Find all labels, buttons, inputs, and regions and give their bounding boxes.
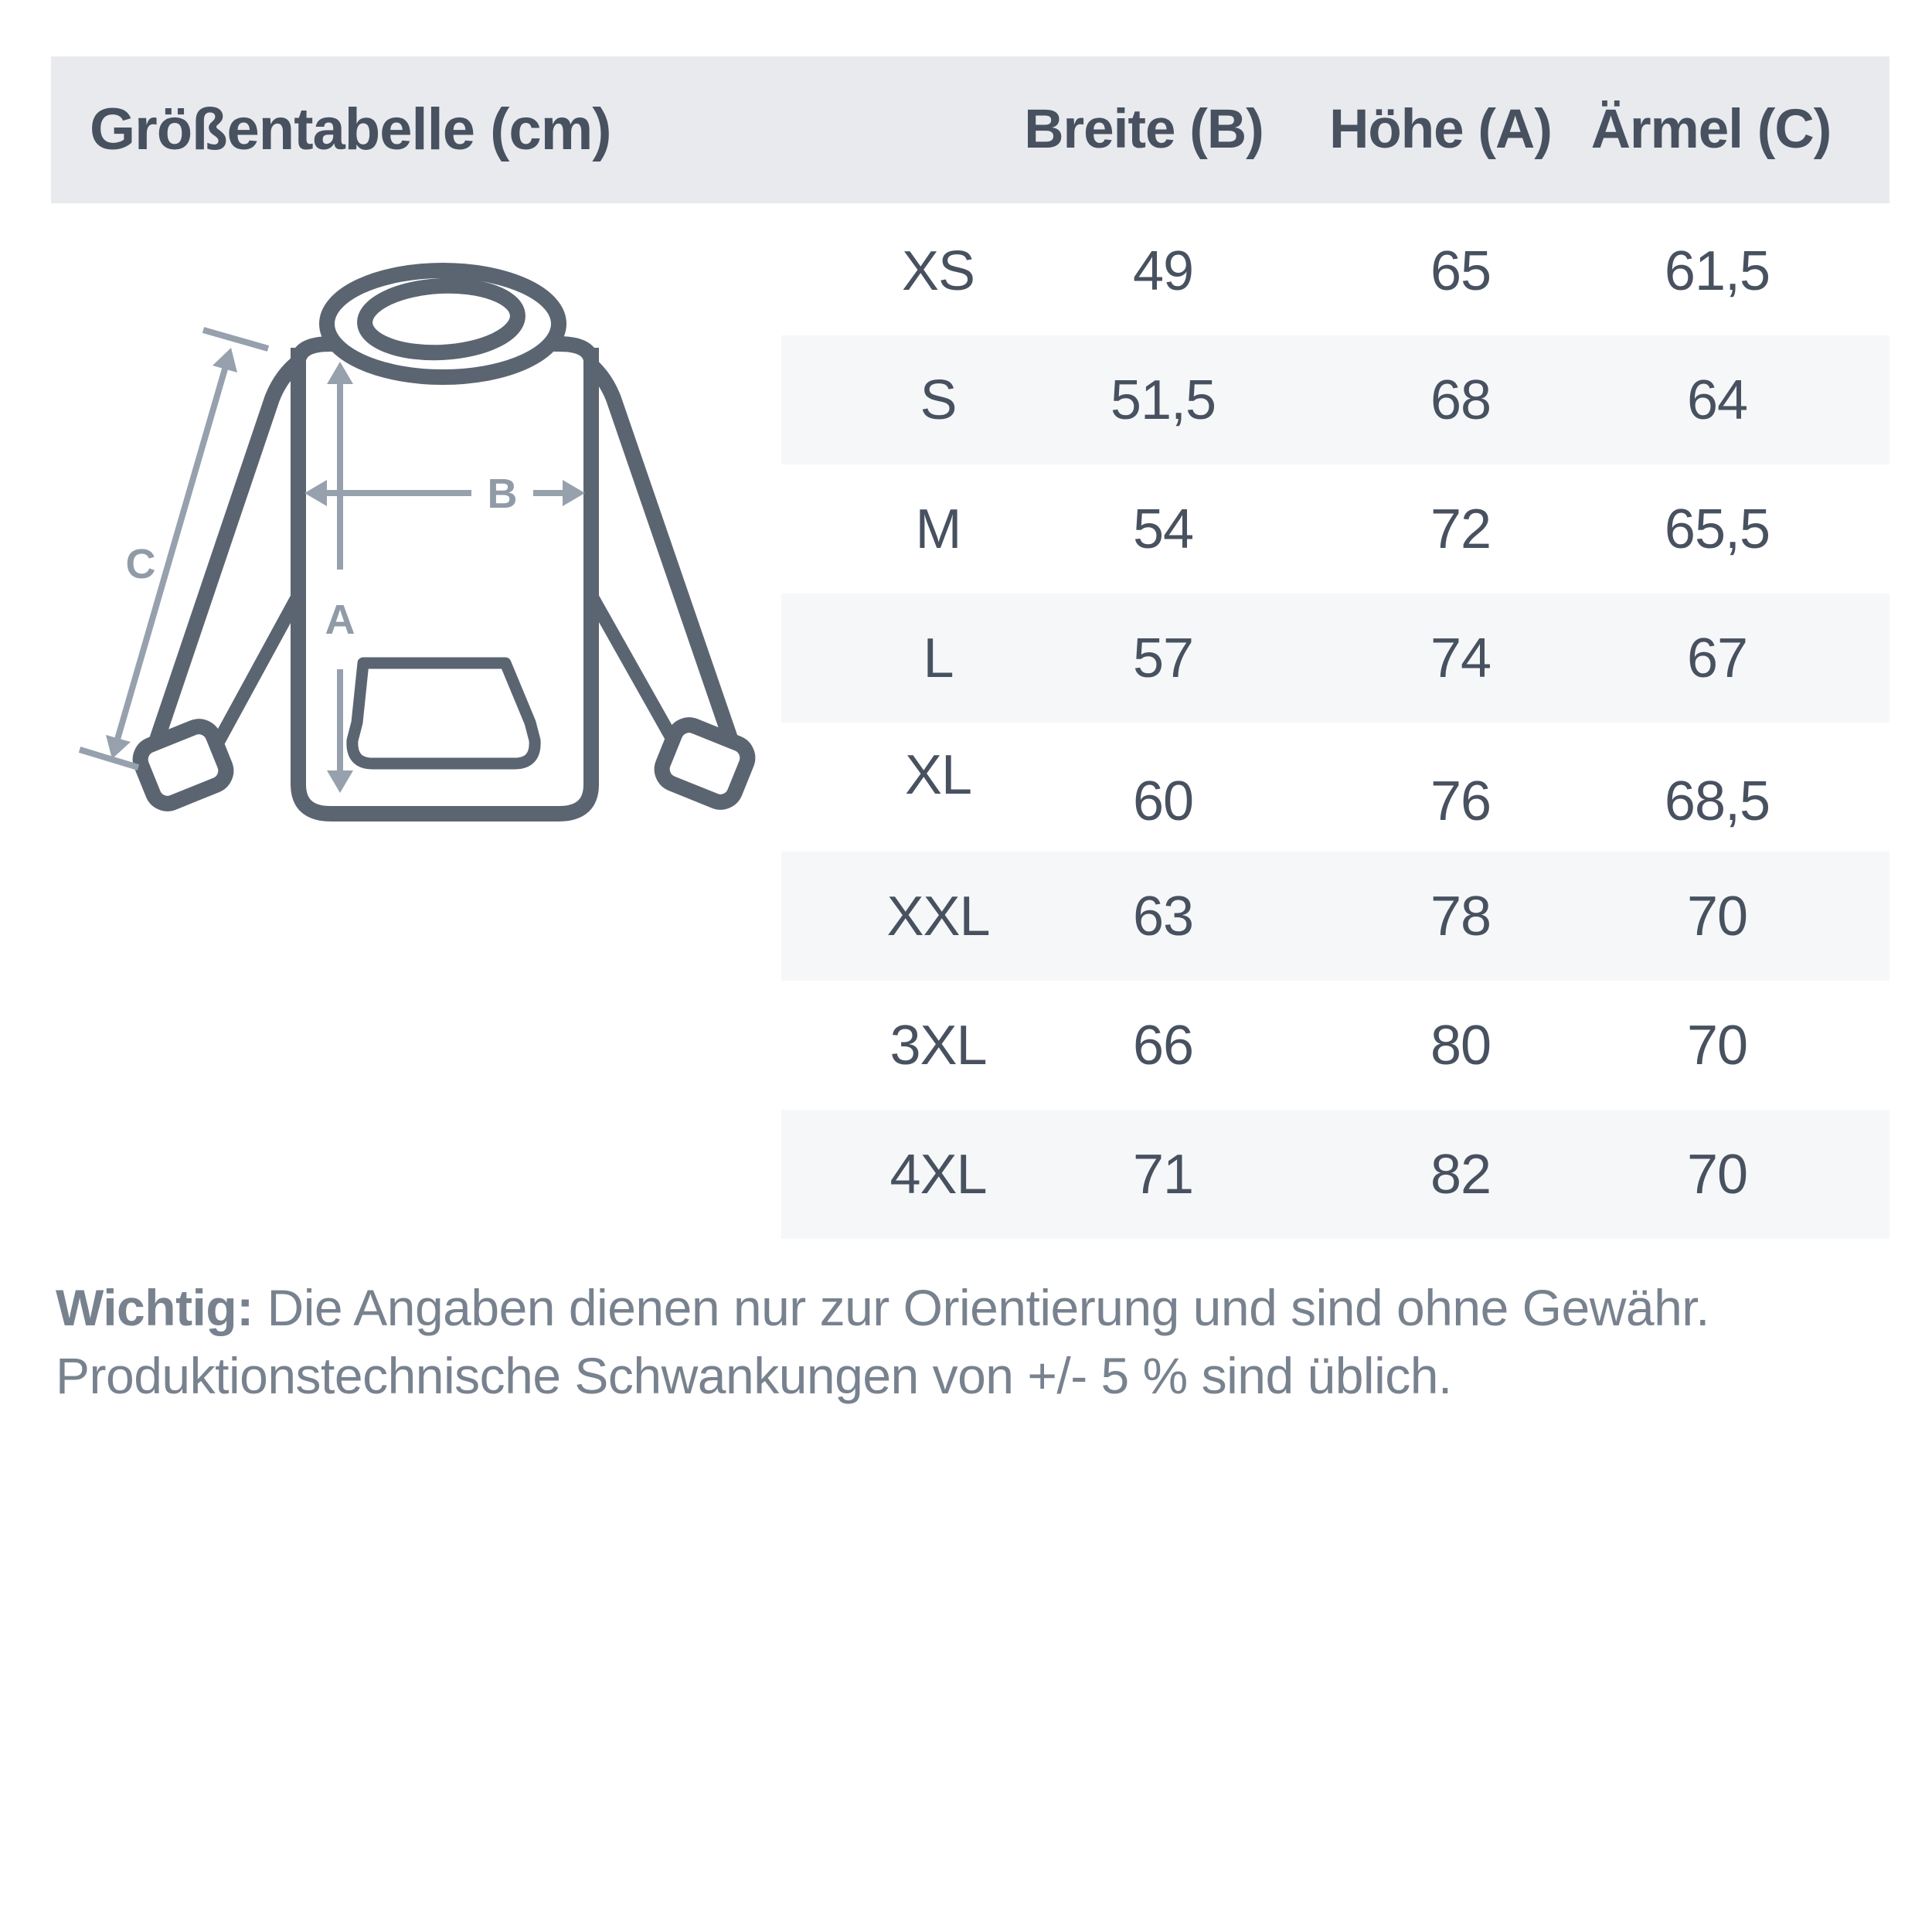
hoehe-value: 65 bbox=[1430, 240, 1492, 302]
disclaimer-line1: Die Angaben dienen nur zur Orientierung und sind ohne Gewähr. bbox=[253, 1279, 1709, 1336]
breite-value: 51,5 bbox=[1110, 369, 1216, 431]
breite-value: 71 bbox=[1132, 1143, 1194, 1206]
hoehe-value: 74 bbox=[1430, 627, 1492, 689]
size-label: L bbox=[923, 627, 954, 689]
hoehe-value: 82 bbox=[1430, 1143, 1492, 1206]
aermel-value: 67 bbox=[1686, 627, 1748, 689]
size-label: S bbox=[920, 369, 957, 431]
hoehe-value: 78 bbox=[1430, 885, 1492, 947]
aermel-value: 64 bbox=[1686, 369, 1748, 431]
size-label: 3XL bbox=[889, 1014, 987, 1077]
column-header-hoehe: Höhe (A) bbox=[1329, 99, 1552, 160]
size-label: XL bbox=[904, 743, 972, 806]
aermel-value: 68,5 bbox=[1664, 770, 1770, 832]
hoehe-value: 68 bbox=[1430, 369, 1492, 431]
measure-label-a: A bbox=[325, 597, 355, 643]
size-label: M bbox=[915, 498, 961, 560]
breite-value: 54 bbox=[1132, 498, 1194, 560]
hoehe-value: 76 bbox=[1430, 770, 1492, 832]
hoehe-value: 72 bbox=[1430, 498, 1492, 560]
breite-value: 49 bbox=[1132, 240, 1194, 302]
disclaimer-label: Wichtig: bbox=[56, 1279, 253, 1336]
aermel-value: 70 bbox=[1686, 1143, 1748, 1206]
breite-value: 63 bbox=[1132, 885, 1194, 947]
page-title: Größentabelle (cm) bbox=[90, 97, 611, 162]
breite-value: 57 bbox=[1132, 627, 1194, 689]
disclaimer-line2: Produktionstechnische Schwankungen von +/- 5 % sind üblich. bbox=[56, 1347, 1452, 1404]
aermel-value: 70 bbox=[1686, 885, 1748, 947]
measure-label-b: B bbox=[487, 471, 518, 517]
aermel-value: 65,5 bbox=[1664, 498, 1770, 560]
disclaimer-note bbox=[56, 1274, 1856, 1410]
breite-value: 60 bbox=[1132, 770, 1194, 832]
size-label: XXL bbox=[886, 885, 990, 947]
size-label: 4XL bbox=[889, 1143, 987, 1206]
column-header-aermel: Ärmel (C) bbox=[1590, 99, 1832, 160]
column-header-breite: Breite (B) bbox=[1024, 99, 1264, 160]
measure-label-c: C bbox=[125, 541, 156, 587]
aermel-value: 70 bbox=[1686, 1014, 1748, 1077]
breite-value: 66 bbox=[1132, 1014, 1194, 1077]
aermel-value: 61,5 bbox=[1664, 240, 1770, 302]
hoehe-value: 80 bbox=[1430, 1014, 1492, 1077]
size-label: XS bbox=[901, 240, 975, 302]
